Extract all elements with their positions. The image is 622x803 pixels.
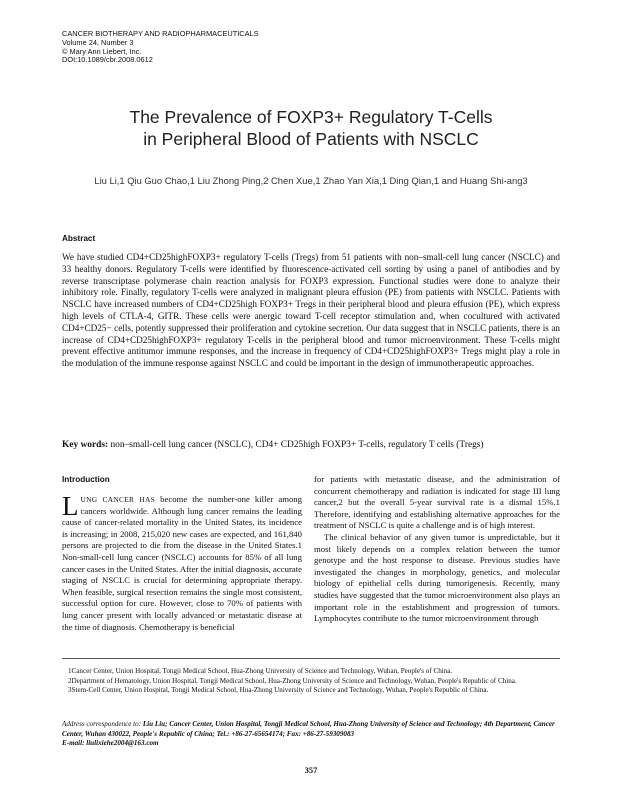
page-number: 357	[304, 765, 318, 775]
journal-header	[62, 30, 259, 65]
small-caps-lead: UNG CANCER HAS	[80, 495, 156, 504]
journal-doi: DOI:10.1089/cbr.2008.0612	[62, 55, 153, 65]
keywords	[62, 439, 560, 451]
keywords-text: non–small-cell lung cancer (NSCLC), CD4+ CD25high FOXP3+ T-cells, regulatory T cells (Tregs)	[110, 440, 484, 450]
footnote-3: 3Stem-Cell Center, Union Hospital, Tongji Medical School, Hua-Zhong University of Science and Technology, Wuhan, People's Republic of China.	[68, 686, 489, 695]
title-line-2: in Peripheral Blood of Patients with NSCLC	[143, 129, 479, 149]
intro-paragraph-continued: for patients with metastatic disease, and the administration of concurrent chemotherapy and radiation is indicated for stage III lung cancer,2 but the overall 5-year survival rate is a dismal 15%.1 Therefore, identifying and establishing alternative approaches for the treatment of NSCLC is quite a challenge and is of high interest.	[314, 474, 560, 531]
correspondence-email: E-mail: liulixiehe2004@163.com	[62, 739, 159, 748]
footnote-divider	[62, 658, 560, 659]
correspondence-label: Address correspondence to:	[62, 720, 142, 728]
intro-paragraph-1: become the number-one killer among cancers worldwide. Although lung cancer remains the leading cause of cancer-related mortality in the United States, its incidence is increasing; in 2008, 215,020 new cases are expected, and 161,840 persons are projected to die from the disease in the United States.1 Non-small-cell lung cancer (NSCLC) accounts for 85% of all lung cancer cases in the United States. After the initial diagnosis, accurate staging of NSCLC is crucial for determining appropriate therapy. When feasible, surgical resection remains the single most consistent, successful option for cure. However, close to 70% of patients with lung cancer present with locally advanced or metastatic disease at the time of diagnosis. Chemotherapy is beneficial	[62, 494, 302, 632]
journal-volume: Volume 24, Number 3	[62, 37, 134, 47]
correspondence-address: Liu Liu; Cancer Center, Union Hospital, Tongji Medical School, Hua-Zhong University of Science and Technology; 4th Department, Cancer Center, Wuhan 430022, People's Republic of China; Tel.: +86-27-65654174; Fax: +86-27-59309083	[62, 720, 555, 738]
footnote-2: 2Department of Hematology, Union Hospital, Tongji Medical School, Hua-Zhong University of Science and Technology, Wuhan, People's Republic of China.	[68, 676, 517, 685]
title-line-1: The Prevalence of FOXP3+ Regulatory T-Cells	[129, 107, 493, 127]
abstract-text: We have studied CD4+CD25highFOXP3+ regulatory T-cells (Tregs) from 51 patients with non–small-cell lung cancer (NSCLC) and 33 healthy donors. Regulatory T-cells were identified by fluorescence-activated cell sorting by using a panel of antibodies and by reverse transcriptase polymerase chain reaction analysis for FOXP3 expression. Functional studies were done to analyze their inhibitory role. Finally, regulatory T-cells were analyzed in malignant pleura effusion (PE) from patients with NSCLC. Patients with NSCLC have increased numbers of CD4+CD25high FOXP3+ Tregs in their peripheral blood and pleura effusion (PE), which express high levels of CTLA-4, GITR. These cells were anergic toward T-cell receptor stimulation and, when cocultured with activated CD4+CD25− cells, potently suppressed their proliferation and cytokine secretion. Our data suggest that in NSCLC patients, there is an increase of CD4+CD25highFOXP3+ regulatory T-cells in the peripheral blood and tumor microenvironment. These T-cells might prevent effective antitumor immune responses, and the increase in frequency of CD4+CD25highFOXP3+ Tregs might play a role in the modulation of the immune response against NSCLC and could be important in the design of immunotherapeutic approaches.	[62, 252, 560, 369]
body-column-right	[314, 474, 560, 625]
author-list: Liu Li,1 Qiu Guo Chao,1 Liu Zhong Ping,2 Chen Xue,1 Zhao Yan Xia,1 Ding Qian,1 and Huang Shi-ang3	[94, 175, 528, 186]
intro-paragraph-2: The clinical behavior of any given tumor is unpredictable, but it most likely depends on a complex relation between the tumor genotype and the host response to disease. Previous studies have investigated the changes in morphology, genetics, and molecular biology of epithelial cells during tumorigenesis. Recently, many studies have suggested that the tumor microenvironment also plays an important role in the establishment and progression of tumors. Lymphocytes contribute to the tumor microenvironment through	[314, 531, 560, 624]
body-column-left	[62, 491, 302, 633]
affiliation-footnotes	[62, 667, 560, 696]
introduction-heading: Introduction	[62, 475, 110, 484]
correspondence-block	[62, 720, 560, 749]
journal-name: CANCER BIOTHERAPY AND RADIOPHARMACEUTICALS	[62, 29, 259, 38]
drop-cap: L	[62, 491, 79, 521]
paper-title	[62, 106, 560, 150]
abstract-heading: Abstract	[62, 234, 96, 243]
footnote-1: 1Cancer Center, Union Hospital, Tongji Medical School, Hua-Zhong University of Science and Technology, Wuhan, People's of China.	[68, 667, 453, 675]
keywords-label: Key words:	[62, 440, 109, 450]
journal-copyright: © Mary Ann Liebert, Inc.	[62, 46, 142, 56]
